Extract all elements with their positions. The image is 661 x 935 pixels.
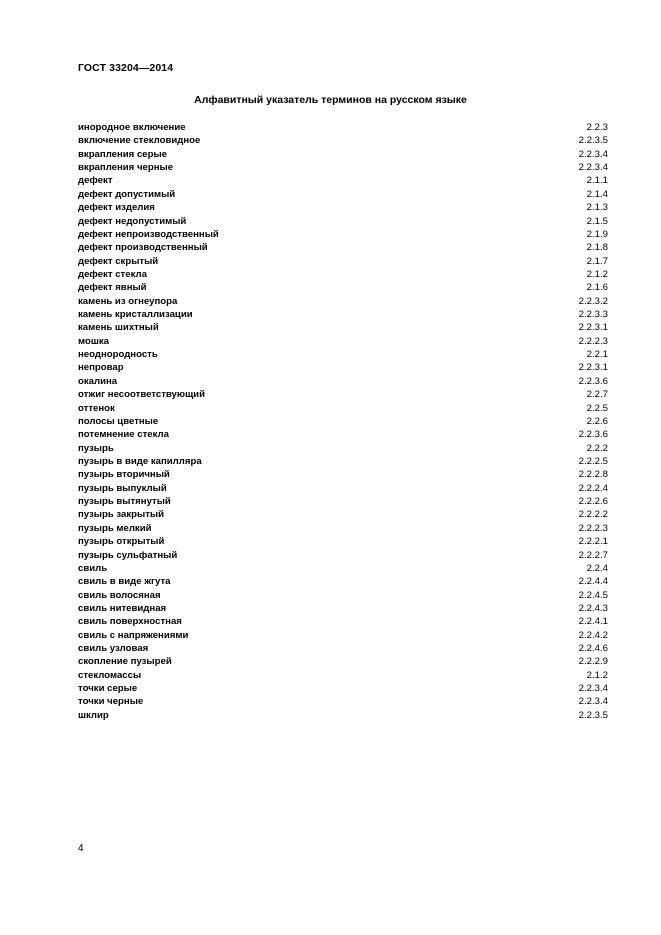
term-name: непровар [78, 362, 124, 374]
term-name: полосы цветные [78, 415, 159, 427]
term-name: камень кристаллизации [78, 309, 193, 321]
term-reference: 2.2.2 [586, 442, 608, 454]
page-number: 4 [78, 843, 84, 854]
term-entry [78, 709, 608, 722]
term-entry [78, 428, 608, 441]
term-reference: 2.2.3.5 [578, 709, 608, 721]
term-name: пузырь вытянутый [78, 496, 171, 508]
term-name: пузырь вторичный [78, 469, 170, 481]
term-reference: 2.2.3.6 [578, 429, 608, 441]
term-entry [78, 228, 608, 241]
term-entry [78, 629, 608, 642]
term-name: инородное включение [78, 122, 186, 133]
term-index-list [78, 121, 608, 722]
term-name: свиль поверхностная [78, 616, 182, 628]
term-name: отжиг несоответствующий [78, 389, 205, 401]
term-reference: 2.2.2.8 [578, 469, 608, 481]
term-reference: 2.2.2.3 [578, 335, 608, 347]
term-entry [78, 121, 608, 134]
term-entry [78, 161, 608, 174]
term-reference: 2.2.3.3 [578, 309, 608, 321]
term-reference: 2.2.3.1 [578, 322, 608, 334]
term-entry [78, 642, 608, 655]
term-name: потемнение стекла [78, 429, 169, 441]
term-name: пузырь мелкий [78, 522, 152, 534]
term-reference: 2.2.3 [586, 122, 608, 133]
term-reference: 2.2.2.7 [578, 549, 608, 561]
term-entry [78, 268, 608, 281]
term-entry [78, 148, 608, 161]
term-name: вкрапления черные [78, 162, 174, 174]
term-reference: 2.1.6 [586, 282, 608, 294]
term-name: пузырь сульфатный [78, 549, 178, 561]
term-reference: 2.2.3.1 [578, 362, 608, 374]
term-entry [78, 174, 608, 187]
term-entry [78, 201, 608, 214]
term-name: неоднородность [78, 349, 158, 361]
term-entry [78, 669, 608, 682]
term-entry [78, 402, 608, 415]
term-entry [78, 615, 608, 628]
term-entry [78, 188, 608, 201]
term-entry [78, 255, 608, 268]
term-name: пузырь открытый [78, 536, 165, 548]
term-name: дефект допустимый [78, 188, 176, 200]
term-entry [78, 495, 608, 508]
term-reference: 2.1.3 [586, 202, 608, 214]
term-name: свиль с напряжениями [78, 629, 189, 641]
term-name: пузырь в виде капилляра [78, 455, 202, 467]
term-reference: 2.2.1 [586, 349, 608, 361]
term-name: шклир [78, 709, 109, 721]
term-reference: 2.2.3.2 [578, 295, 608, 307]
term-entry [78, 335, 608, 348]
term-name: камень из огнеупора [78, 295, 178, 307]
term-reference: 2.2.3.5 [578, 135, 608, 147]
term-entry [78, 508, 608, 521]
term-name: точки черные [78, 696, 144, 708]
term-entry [78, 321, 608, 334]
term-name: дефект производственный [78, 242, 208, 254]
term-reference: 2.2.3.6 [578, 375, 608, 387]
term-reference: 2.2.2.1 [578, 536, 608, 548]
term-entry [78, 589, 608, 602]
term-reference: 2.2.4.3 [578, 602, 608, 614]
term-entry [78, 281, 608, 294]
term-name: дефект изделия [78, 202, 155, 214]
term-name: окалина [78, 375, 118, 387]
term-reference: 2.2.7 [586, 389, 608, 401]
term-reference: 2.2.2.4 [578, 482, 608, 494]
term-entry [78, 682, 608, 695]
term-name: точки серые [78, 683, 138, 695]
term-reference: 2.1.2 [586, 669, 608, 681]
term-entry [78, 348, 608, 361]
term-entry [78, 535, 608, 548]
term-reference: 2.1.8 [586, 242, 608, 254]
term-reference: 2.2.2.9 [578, 656, 608, 668]
term-name: свиль узловая [78, 643, 149, 655]
term-name: мошка [78, 335, 109, 347]
term-reference: 2.1.2 [586, 268, 608, 280]
term-reference: 2.2.4.6 [578, 643, 608, 655]
term-entry [78, 549, 608, 562]
term-entry [78, 575, 608, 588]
term-reference: 2.2.4.5 [578, 589, 608, 601]
term-entry [78, 655, 608, 668]
term-name: свиль в виде жгута [78, 576, 171, 588]
term-name: камень шихтный [78, 322, 159, 334]
term-name: пузырь закрытый [78, 509, 165, 521]
term-reference: 2.2.3.4 [578, 683, 608, 695]
term-name: пузырь выпуклый [78, 482, 167, 494]
term-name: включение стекловидное [78, 135, 201, 147]
term-entry [78, 468, 608, 481]
term-reference: 2.2.6 [586, 415, 608, 427]
term-entry [78, 215, 608, 228]
term-reference: 2.2.2.2 [578, 509, 608, 521]
term-entry [78, 695, 608, 708]
term-reference: 2.1.9 [586, 228, 608, 240]
term-name: скопление пузырей [78, 656, 172, 668]
term-entry [78, 562, 608, 575]
term-name: вкрапления серые [78, 148, 168, 160]
term-name: дефект непроизводственный [78, 228, 219, 240]
term-reference: 2.2.3.4 [578, 148, 608, 160]
term-reference: 2.2.2.5 [578, 455, 608, 467]
term-entry [78, 482, 608, 495]
term-entry [78, 361, 608, 374]
term-reference: 2.2.4.4 [578, 576, 608, 588]
term-entry [78, 455, 608, 468]
term-name: стекломассы [78, 669, 142, 681]
term-entry [78, 134, 608, 147]
term-name: свиль нитевидная [78, 602, 167, 614]
term-reference: 2.1.5 [586, 215, 608, 227]
term-name: дефект стекла [78, 268, 147, 280]
term-reference: 2.2.2.3 [578, 522, 608, 534]
term-entry [78, 442, 608, 455]
term-name: дефект недопустимый [78, 215, 187, 227]
term-reference: 2.1.7 [586, 255, 608, 267]
term-entry [78, 375, 608, 388]
term-reference: 2.2.4.2 [578, 629, 608, 641]
index-title: Алфавитный указатель терминов на русском языке [194, 94, 467, 106]
term-name: свиль [78, 562, 108, 574]
term-name: дефект [78, 175, 113, 187]
term-reference: 2.2.5 [586, 402, 608, 414]
term-reference: 2.2.2.6 [578, 496, 608, 508]
term-reference: 2.2.4.1 [578, 616, 608, 628]
term-reference: 2.1.4 [586, 188, 608, 200]
term-entry [78, 308, 608, 321]
term-entry [78, 295, 608, 308]
term-entry [78, 241, 608, 254]
term-name: оттенок [78, 402, 115, 414]
term-name: дефект явный [78, 282, 147, 294]
term-name: пузырь [78, 442, 114, 454]
document-header: ГОСТ 33204—2014 [78, 62, 174, 74]
term-reference: 2.1.1 [586, 175, 608, 187]
term-entry [78, 522, 608, 535]
term-reference: 2.2.4 [586, 562, 608, 574]
term-reference: 2.2.3.4 [578, 696, 608, 708]
term-name: дефект скрытый [78, 255, 159, 267]
term-entry [78, 388, 608, 401]
term-entry [78, 602, 608, 615]
term-reference: 2.2.3.4 [578, 162, 608, 174]
term-name: свиль волосяная [78, 589, 161, 601]
term-entry [78, 415, 608, 428]
